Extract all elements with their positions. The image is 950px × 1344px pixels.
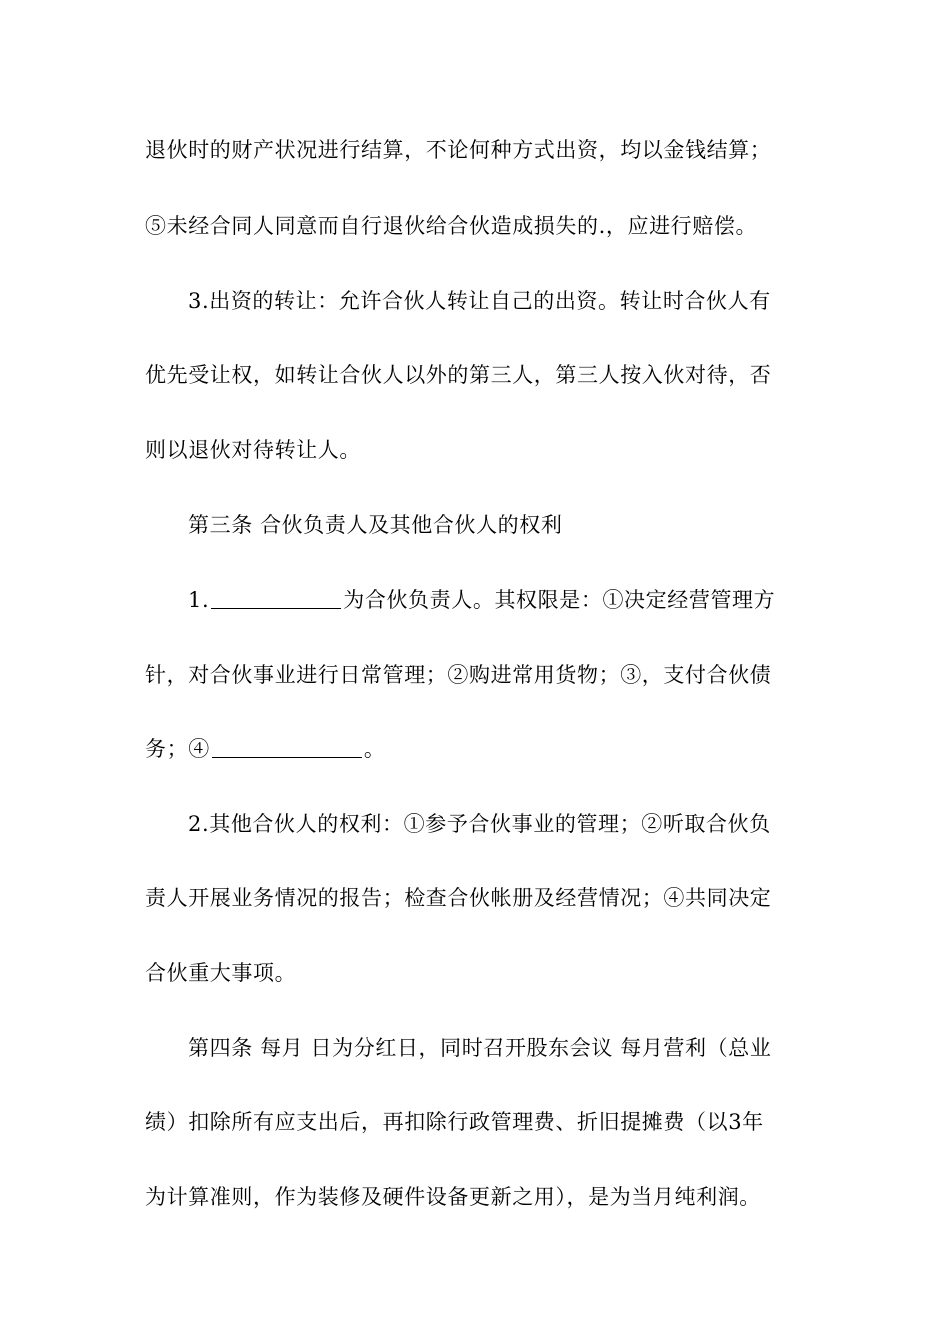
section-heading-article-3: 第三条 合伙负责人及其他合伙人的权利 bbox=[188, 513, 563, 537]
paragraph-line: 绩）扣除所有应支出后，再扣除行政管理费、折旧提摊费（以3年 bbox=[145, 1110, 764, 1134]
line-prefix: 务；④ bbox=[145, 737, 210, 761]
line-suffix: 。 bbox=[363, 737, 386, 761]
paragraph-line: 2.其他合伙人的权利：①参予合伙事业的管理；②听取合伙负 bbox=[188, 812, 771, 836]
line-suffix: 为合伙负责人。其权限是：①决定经营管理方 bbox=[343, 588, 776, 612]
paragraph-line: 针，对合伙事业进行日常管理；②购进常用货物；③，支付合伙债 bbox=[145, 663, 772, 687]
paragraph-line: 则以退伙对待转让人。 bbox=[145, 438, 361, 462]
paragraph-line: 3.出资的转让：允许合伙人转让自己的出资。转让时合伙人有 bbox=[188, 289, 771, 313]
paragraph-line-with-blank bbox=[188, 582, 810, 618]
paragraph-line: 退伙时的财产状况进行结算，不论何种方式出资，均以金钱结算； bbox=[145, 138, 772, 162]
paragraph-line: 优先受让权，如转让合伙人以外的第三人，第三人按入伙对待，否 bbox=[145, 363, 772, 387]
paragraph-line: 合伙重大事项。 bbox=[145, 961, 297, 985]
fill-in-blank bbox=[211, 586, 341, 609]
paragraph-line: 为计算准则，作为装修及硬件设备更新之用），是为当月纯利润。 bbox=[145, 1185, 761, 1209]
paragraph-line: ⑤未经合同人同意而自行退伙给合伙造成损失的.，应进行赔偿。 bbox=[145, 214, 758, 238]
line-prefix: 1. bbox=[188, 588, 210, 612]
paragraph-line-with-blank bbox=[145, 731, 810, 767]
paragraph-line: 责人开展业务情况的报告；检查合伙帐册及经营情况；④共同决定 bbox=[145, 886, 772, 910]
fill-in-blank bbox=[212, 735, 362, 758]
section-heading-article-4: 第四条 每月 日为分红日，同时召开股东会议 每月营利（总业 bbox=[188, 1036, 772, 1060]
